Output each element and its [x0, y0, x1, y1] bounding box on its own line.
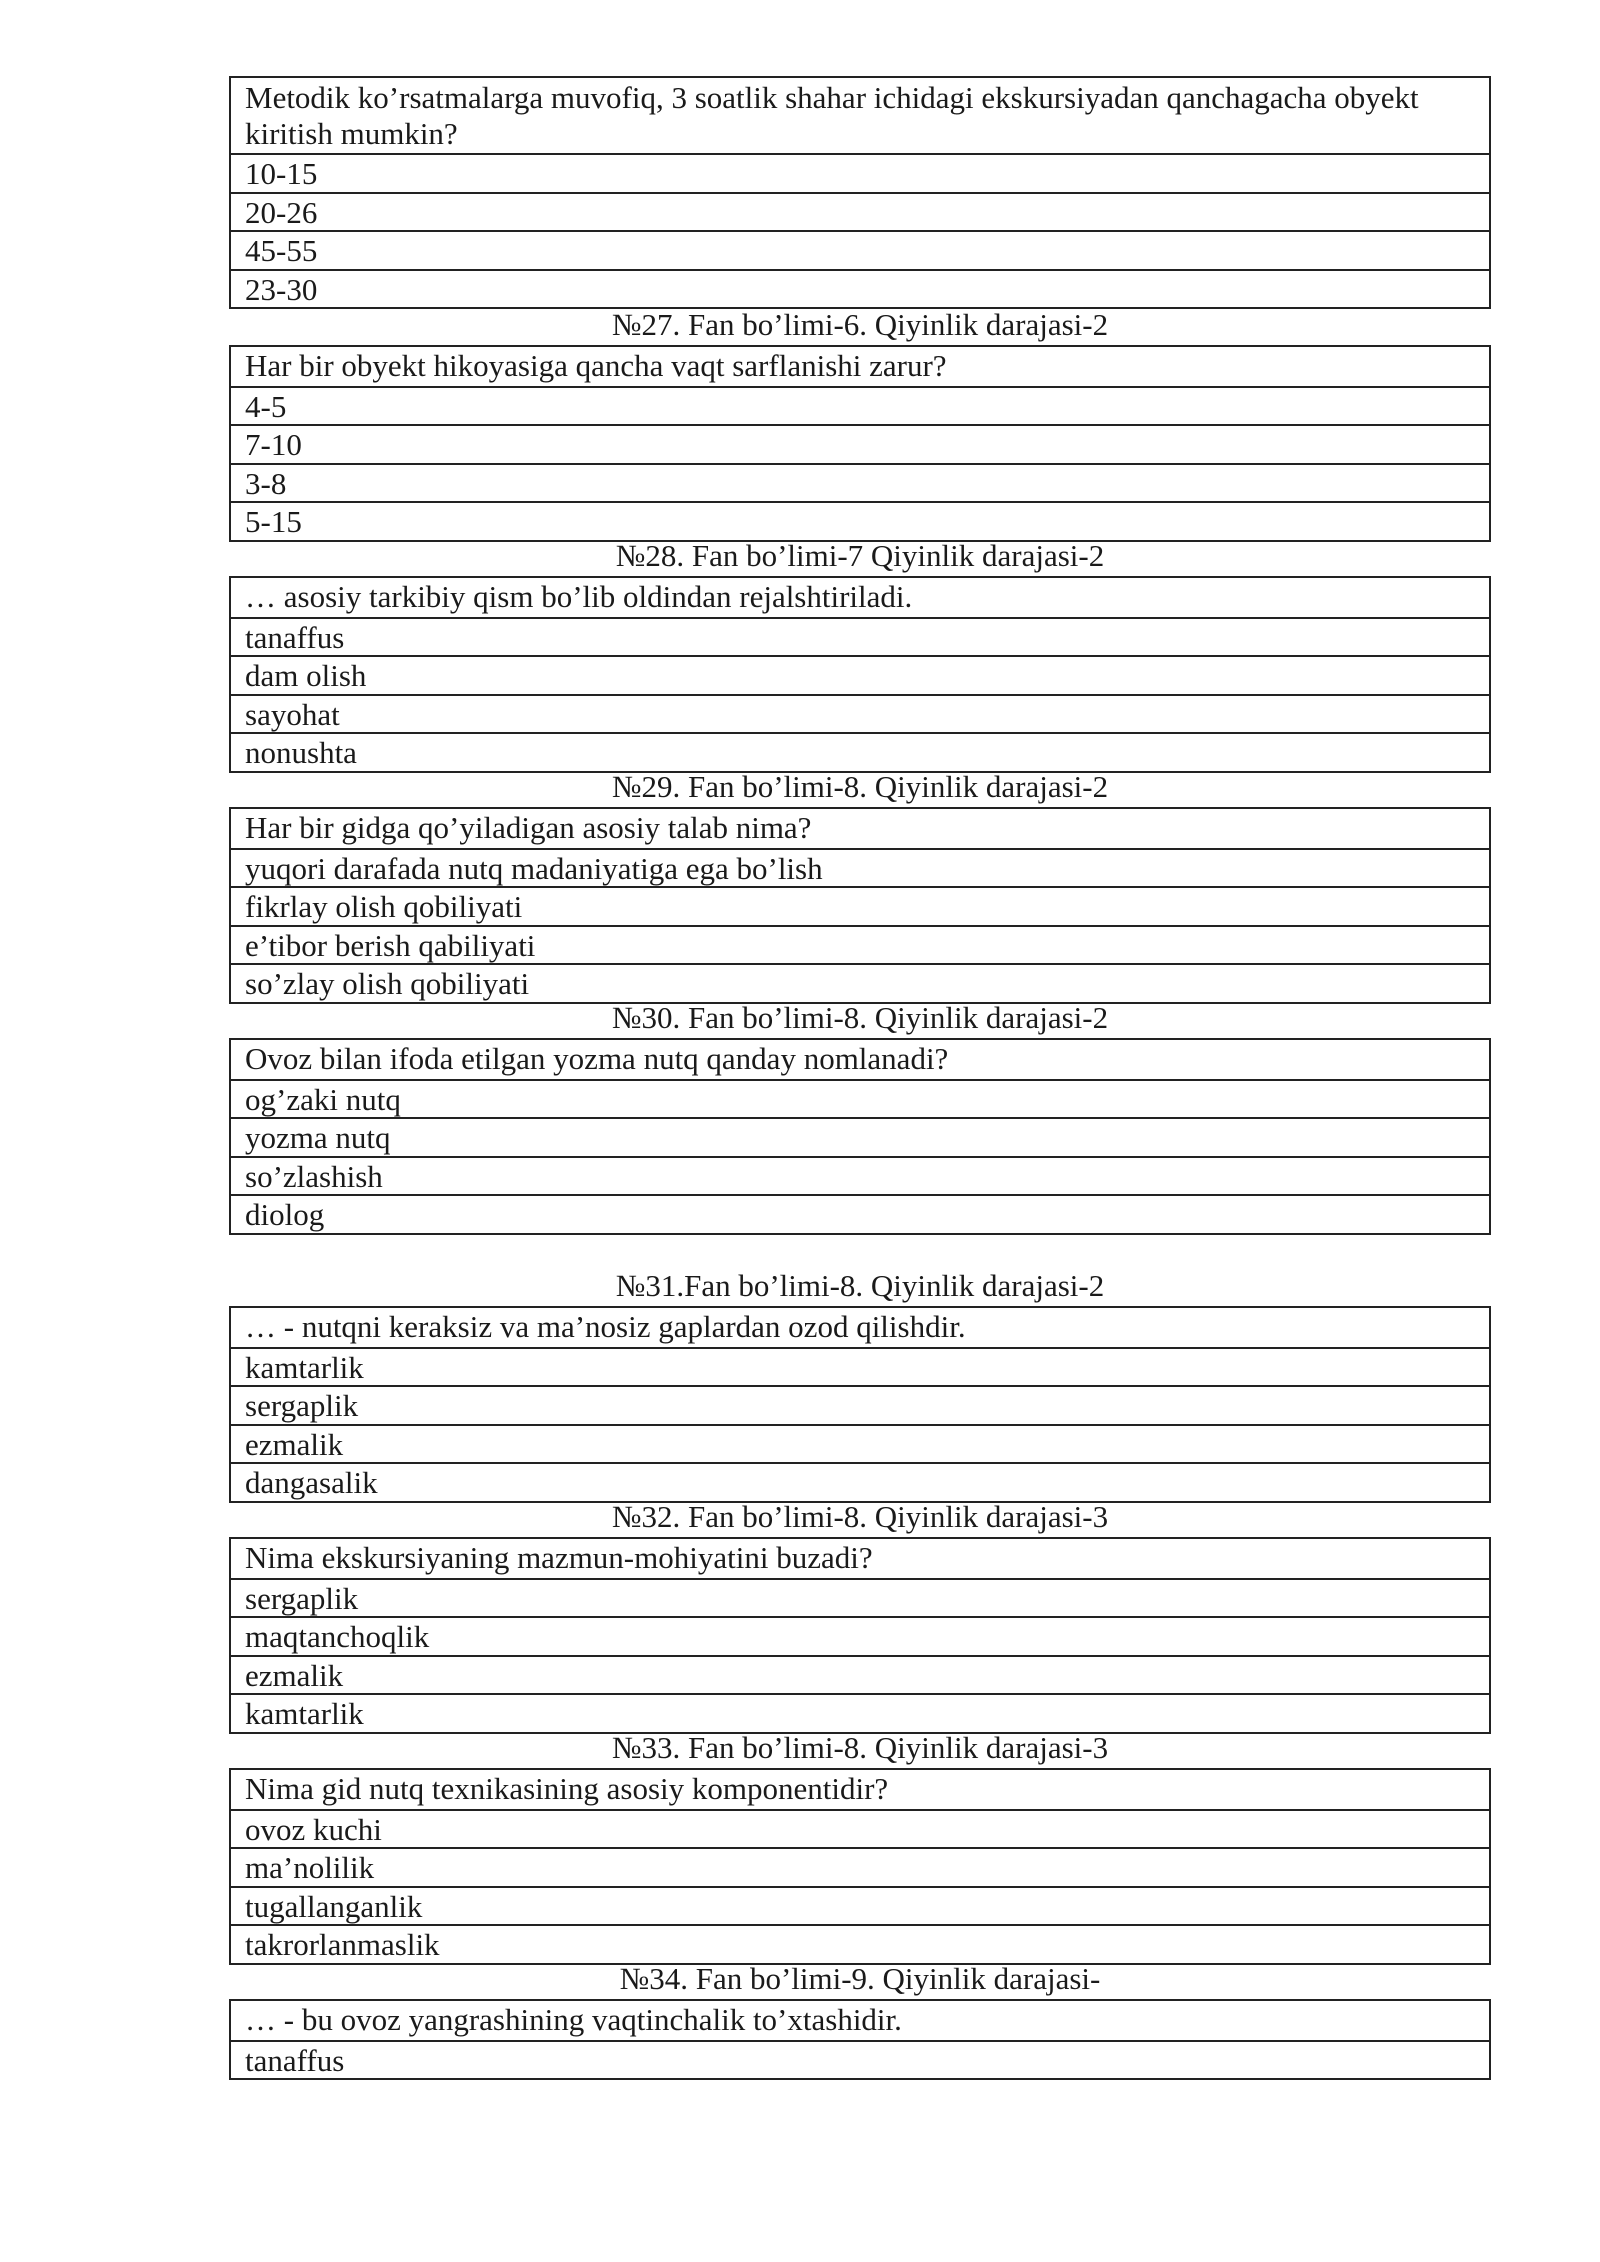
- question-heading-29: №29. Fan bo’limi-8. Qiyinlik darajasi-2: [611, 769, 1109, 804]
- question-heading-34: №34. Fan bo’limi-9. Qiyinlik darajasi-: [619, 1961, 1101, 1996]
- question-heading-30: №30. Fan bo’limi-8. Qiyinlik darajasi-2: [611, 1000, 1109, 1035]
- answer-option: 3-8: [231, 463, 1489, 502]
- question-table-30: [229, 1038, 1491, 1235]
- question-text: Ovoz bilan ifoda etilgan yozma nutq qanday nomlanadi?: [245, 1041, 949, 1076]
- question-text: … asosiy tarkibiy qism bo’lib oldindan rejalshtiriladi.: [245, 579, 913, 614]
- answer-option: og’zaki nutq: [231, 1079, 1489, 1118]
- question-table-28: [229, 576, 1491, 773]
- answer-option: e’tibor berish qabiliyati: [231, 925, 1489, 964]
- question-text: … - bu ovoz yangrashining vaqtinchalik to’xtashidir.: [245, 2002, 902, 2037]
- question-heading-32: №32. Fan bo’limi-8. Qiyinlik darajasi-3: [611, 1499, 1109, 1534]
- answer-option: tugallanganlik: [231, 1886, 1489, 1925]
- answer-option: fikrlay olish qobiliyati: [231, 886, 1489, 925]
- question-heading-31: №31.Fan bo’limi-8. Qiyinlik darajasi-2: [615, 1268, 1105, 1303]
- answer-option: 4-5: [231, 386, 1489, 425]
- question-heading-33: №33. Fan bo’limi-8. Qiyinlik darajasi-3: [611, 1730, 1109, 1765]
- answer-option: yozma nutq: [231, 1117, 1489, 1156]
- question-table-32: [229, 1537, 1491, 1734]
- answer-option: tanaffus: [231, 617, 1489, 656]
- answer-option: dam olish: [231, 655, 1489, 694]
- answer-option: tanaffus: [231, 2040, 1489, 2079]
- answer-option: ovoz kuchi: [231, 1809, 1489, 1848]
- answer-option: sergaplik: [231, 1385, 1489, 1424]
- question-heading-27: №27. Fan bo’limi-6. Qiyinlik darajasi-2: [611, 307, 1109, 342]
- answer-option: sergaplik: [231, 1578, 1489, 1617]
- question-text: Nima ekskursiyaning mazmun-mohiyatini buzadi?: [245, 1540, 873, 1575]
- answer-option: kamtarlik: [231, 1693, 1489, 1732]
- question-text: Har bir gidga qo’yiladigan asosiy talab nima?: [245, 810, 812, 845]
- answer-option: nonushta: [231, 732, 1489, 771]
- question-text: Nima gid nutq texnikasining asosiy komponentidir?: [245, 1771, 889, 1806]
- answer-option: takrorlanmaslik: [231, 1924, 1489, 1963]
- answer-option: 10-15: [231, 153, 1489, 192]
- answer-option: diolog: [231, 1194, 1489, 1233]
- question-table-31: [229, 1306, 1491, 1503]
- answer-option: 20-26: [231, 192, 1489, 231]
- answer-option: so’zlashish: [231, 1156, 1489, 1195]
- question-text: Har bir obyekt hikoyasiga qancha vaqt sarflanishi zarur?: [245, 348, 947, 383]
- answer-option: ezmalik: [231, 1424, 1489, 1463]
- question-text: … - nutqni keraksiz va ma’nosiz gaplardan ozod qilishdir.: [245, 1309, 966, 1344]
- question-table-26: [229, 76, 1491, 309]
- question-text: Metodik ko’rsatmalarga muvofiq, 3 soatlik shahar ichidagi ekskursiyadan qanchagacha obyekt kiritish mumkin?: [245, 80, 1419, 151]
- answer-option: 5-15: [231, 501, 1489, 540]
- question-heading-28: №28. Fan bo’limi-7 Qiyinlik darajasi-2: [615, 538, 1105, 573]
- answer-option: maqtanchoqlik: [231, 1616, 1489, 1655]
- answer-option: sayohat: [231, 694, 1489, 733]
- answer-option: yuqori darafada nutq madaniyatiga ega bo’lish: [231, 848, 1489, 887]
- answer-option: 7-10: [231, 424, 1489, 463]
- answer-option: 23-30: [231, 269, 1489, 308]
- question-table-33: [229, 1768, 1491, 1965]
- answer-option: ma’nolilik: [231, 1847, 1489, 1886]
- answer-option: so’zlay olish qobiliyati: [231, 963, 1489, 1002]
- answer-option: ezmalik: [231, 1655, 1489, 1694]
- answer-option: 45-55: [231, 230, 1489, 269]
- question-table-34: [229, 1999, 1491, 2080]
- answer-option: dangasalik: [231, 1462, 1489, 1501]
- question-table-29: [229, 807, 1491, 1004]
- answer-option: kamtarlik: [231, 1347, 1489, 1386]
- question-table-27: [229, 345, 1491, 542]
